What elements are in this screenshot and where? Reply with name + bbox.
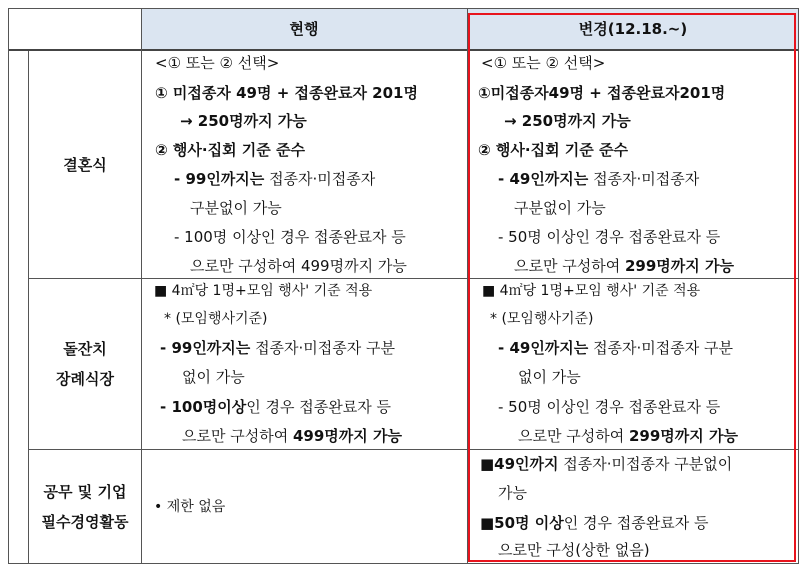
wedding-changed-line5-bold: - 49인까지는 — [498, 170, 589, 188]
funeral-current-line4: 없이 가능 — [182, 368, 245, 386]
funeral-changed-line1: ■ 4㎡당 1명+모임 행사' 기준 적용 — [482, 283, 701, 299]
header-current — [141, 8, 467, 49]
header-corner — [8, 8, 141, 49]
right-border — [798, 8, 799, 564]
wedding-changed-line2: ①미접종자49명 + 접종완료자201명 — [478, 84, 726, 102]
row-label-wedding-text: 결혼식 — [63, 155, 107, 174]
row-label-business — [29, 450, 141, 563]
wedding-changed-line8-bold: 299명까지 가능 — [624, 257, 734, 275]
funeral-changed-line6-bold: 299명까지 가능 — [628, 427, 738, 445]
funeral-changed-line4: 없이 가능 — [518, 368, 581, 386]
funeral-changed-line3-bold: - 49인까지는 — [498, 339, 589, 357]
wedding-changed-line8 — [514, 256, 734, 276]
wedding-current-cell — [142, 51, 467, 278]
wedding-current-line4: ② 행사·집회 기준 준수 — [155, 141, 305, 159]
funeral-current-line3-rest: 접종자·미접종자 구분 — [250, 339, 396, 357]
funeral-current-line5-bold: - 100명이상 — [160, 398, 247, 416]
funeral-changed-line3-rest: 접종자·미접종자 구분 — [588, 339, 734, 357]
header-changed-label: 변경(12.18.~) — [578, 20, 688, 38]
funeral-current-line6-normal: 으로만 구성하여 — [182, 427, 293, 445]
left-border — [8, 8, 9, 564]
funeral-current-line3-bold: - 99인까지는 — [160, 339, 251, 357]
comparison-table — [8, 8, 799, 564]
wedding-current-line7: - 100명 이상인 경우 접종완료자 등 — [174, 228, 406, 246]
wedding-current-line6: 구분없이 가능 — [190, 199, 282, 217]
funeral-current-line3 — [160, 338, 395, 358]
business-changed-line3 — [480, 513, 708, 533]
header-current-label: 현행 — [289, 20, 319, 38]
funeral-current-line6 — [182, 426, 402, 446]
funeral-current-line2: * (모임행사기준) — [164, 311, 268, 327]
business-changed-line4: 으로만 구성(상한 없음) — [498, 541, 650, 559]
business-changed-line2: 가능 — [498, 484, 527, 502]
wedding-changed-line3: → 250명까지 가능 — [504, 112, 631, 130]
wedding-current-line1: <① 또는 ② 선택> — [155, 54, 280, 72]
wedding-changed-line6: 구분없이 가능 — [514, 199, 606, 217]
row-label-business-line1: 공무 및 기업 — [43, 482, 127, 501]
business-changed-line1 — [480, 454, 732, 474]
business-changed-line1-bold: ■49인까지 — [480, 455, 559, 473]
business-changed-line1-rest: 접종자·미접종자 구분없이 — [558, 455, 733, 473]
top-border — [8, 8, 799, 9]
wedding-current-line2: ① 미접종자 49명 + 접종완료자 201명 — [155, 84, 418, 102]
business-changed-line3-bold: ■50명 이상 — [480, 514, 564, 532]
wedding-changed-line1: <① 또는 ② 선택> — [481, 54, 606, 72]
funeral-current-line5-rest: 인 경우 접종완료자 등 — [246, 398, 391, 416]
funeral-changed-line6-normal: 으로만 구성하여 — [518, 427, 629, 445]
wedding-changed-line5-rest: 접종자·미접종자 — [588, 170, 700, 188]
wedding-changed-cell — [468, 51, 798, 278]
wedding-current-line5 — [174, 169, 375, 189]
business-current-line1: • 제한 없음 — [154, 499, 226, 515]
business-changed-line3-rest: 인 경우 접종완료자 등 — [563, 514, 709, 532]
wedding-changed-line7: - 50명 이상인 경우 접종완료자 등 — [498, 228, 721, 246]
wedding-current-line3: → 250명까지 가능 — [180, 112, 307, 130]
funeral-current-line6-bold: 499명까지 가능 — [292, 427, 402, 445]
row-label-funeral — [29, 279, 141, 449]
wedding-changed-line4: ② 행사·집회 기준 준수 — [478, 141, 628, 159]
row-label-funeral-line2: 장례식장 — [56, 370, 114, 388]
funeral-changed-line2: * (모임행사기준) — [490, 311, 594, 327]
business-changed-cell — [468, 450, 798, 563]
wedding-current-line5-rest: 접종자·미접종자 — [264, 170, 376, 188]
wedding-changed-line8-normal: 으로만 구성하여 — [514, 257, 625, 275]
row-label-funeral-line1: 돌잔치 — [63, 340, 107, 358]
funeral-changed-line3 — [498, 338, 733, 358]
bottom-border — [8, 563, 799, 564]
funeral-current-line1: ■ 4㎡당 1명+모임 행사' 기준 적용 — [154, 283, 373, 299]
funeral-changed-cell — [468, 279, 798, 449]
funeral-current-cell — [142, 279, 467, 449]
row-label-wedding — [29, 51, 141, 278]
funeral-current-line5 — [160, 397, 391, 417]
header-changed — [467, 8, 799, 49]
funeral-changed-line6 — [518, 426, 738, 446]
wedding-current-line5-bold: - 99인까지는 — [174, 170, 265, 188]
wedding-current-line8: 으로만 구성하여 499명까지 가능 — [190, 257, 407, 275]
business-current-cell — [142, 450, 467, 563]
wedding-changed-line5 — [498, 169, 699, 189]
funeral-changed-line5: - 50명 이상인 경우 접종완료자 등 — [498, 398, 721, 416]
row-label-business-line2: 필수경영활동 — [41, 512, 129, 531]
